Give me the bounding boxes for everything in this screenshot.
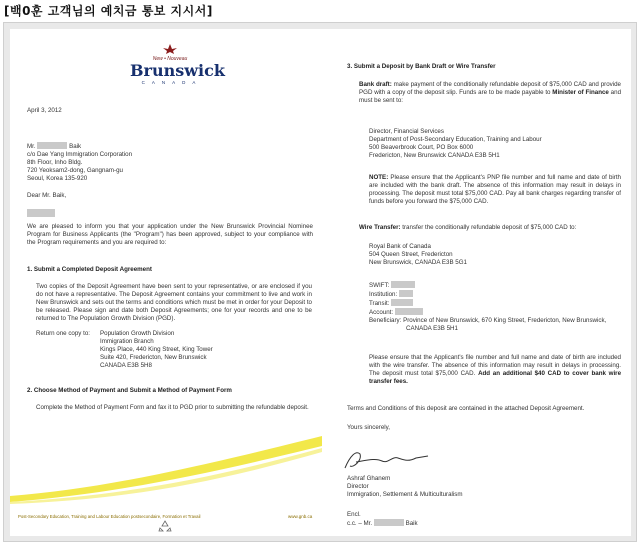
closing-line: Yours sincerely, — [347, 424, 390, 431]
wire-transfer-paragraph: Wire Transfer: transfer the conditionally refundable deposit of $75,000 CAD to: — [359, 224, 577, 231]
redacted-swift — [391, 281, 415, 288]
section1-body: Two copies of the Deposit Agreement have been sent to your representative, or are enclosed if you do not have a representative. The Deposit Agreement contains your commitment to live and work in New Brunswick and sets out the terms and conditions which must be met in order for your Deposit to be released. Please sign and date both Deposit Agreements; one for your records and one to be returned to The Population Growth Division (PGD). — [36, 283, 312, 323]
intro-paragraph: We are pleased to inform you that your application under the New Brunswick Provincial Nominee Program for Business Applicants (the "Program") has been approved, subject to your compliance with the Program requirements and you are required to: — [27, 223, 313, 247]
terms-line: Terms and Conditions of this deposit are contained in the attached Deposit Agreement. — [347, 405, 585, 412]
wire-details: SWIFT: Institution: Transit: Account: Beneficiary: Province of New Brunswick, 670 King Street, Fredericton, New Brunswick, CANADA E3B 5H1 — [369, 282, 607, 333]
redacted-institution — [399, 290, 413, 297]
yellow-swoosh-decoration — [10, 434, 322, 504]
bank-draft-paragraph: Bank draft: make payment of the conditionally refundable deposit of $75,000 CAD and provide PGD with a copy of the deposit slip. Funds are to be made payable to Minister of Finance and must be sent to: — [359, 81, 622, 105]
footer-url: www.gnb.ca — [288, 514, 313, 519]
logo-tagline: New • Nouveau — [152, 56, 188, 62]
return-address: Population Growth Division Immigration Branch Kings Place, 440 King Street, King Tower Suite 420, Fredericton, New Brunswick CANADA E3B 5H8 — [100, 330, 213, 370]
letter-date: April 3, 2012 — [27, 107, 62, 114]
redacted-transit — [391, 299, 413, 306]
section3-heading: 3. Submit a Deposit by Bank Draft or Wire Transfer — [347, 63, 496, 70]
logo-wordmark: Brunswick — [130, 61, 225, 81]
signer-block: Ashraf Ghanem Director Immigration, Settlement & Multiculturalism — [347, 475, 463, 499]
document-scan-frame — [3, 22, 637, 542]
section2-body: Complete the Method of Payment Form and fax it to PGD prior to submitting the refundable deposit. — [36, 404, 309, 411]
footer-department: Post-Secondary Education, Training and Labour Education postsecondaire, Formation et Travail — [18, 514, 201, 519]
page-caption: [백0훈 고객님의 예치금 통보 지시서] — [4, 4, 213, 18]
redacted-name — [37, 142, 67, 149]
salutation: Dear Mr. Baik, — [27, 192, 67, 199]
handwritten-signature — [342, 446, 432, 474]
enclosure-block: Encl. c.c. – Mr. Baik — [347, 511, 418, 528]
bank-draft-note: NOTE: Please ensure that the Applicant's PNP file number and full name and date of birth are included with the bank draft. The absence of this information may result in delays in processing. The deposit must total $75,000 CAD. Pay all bank charges regarding transfer of funds before you forward the $75,000 CAD. — [369, 174, 621, 206]
return-label: Return one copy to: — [36, 330, 91, 337]
wire-note: Please ensure that the Applicant's file number and full name and date of birth are included with the wire transfer. The absence of this information may result in delays in processing. The deposit must total $75,000 CAD. Add an additional $40 CAD to cover bank wire transfer fees. — [369, 354, 622, 386]
redacted-cc-name — [374, 519, 404, 526]
redacted-signature-block — [27, 209, 55, 217]
draft-address: Director, Financial Services Department of Post-Secondary Education, Training and Labour 500 Beaverbrook Court, PO Box 6000 Fredericton, New Brunswick CANADA E3B 5H1 — [369, 128, 542, 160]
recycle-icon — [158, 520, 172, 532]
section2-heading: 2. Choose Method of Payment and Submit a Method of Payment Form — [27, 387, 232, 394]
redacted-account — [395, 308, 423, 315]
bank-address: Royal Bank of Canada 504 Queen Street, Fredericton New Brunswick, CANADA E3B 5G1 — [369, 243, 468, 267]
letter-page-1 — [10, 29, 322, 536]
section1-heading: 1. Submit a Completed Deposit Agreement — [27, 266, 152, 273]
recipient-address: Mr. Baik c/o Dae Yang Immigration Corporation 8th Floor, Inho Bldg. 720 Yeoksam2-dong, Gangnam-gu Seoul, Korea 135-920 — [27, 143, 133, 183]
flag-emblem-icon — [160, 43, 180, 55]
logo-country: C A N A D A — [141, 80, 199, 86]
new-brunswick-logo — [130, 43, 225, 87]
letter-page-2 — [322, 29, 631, 536]
